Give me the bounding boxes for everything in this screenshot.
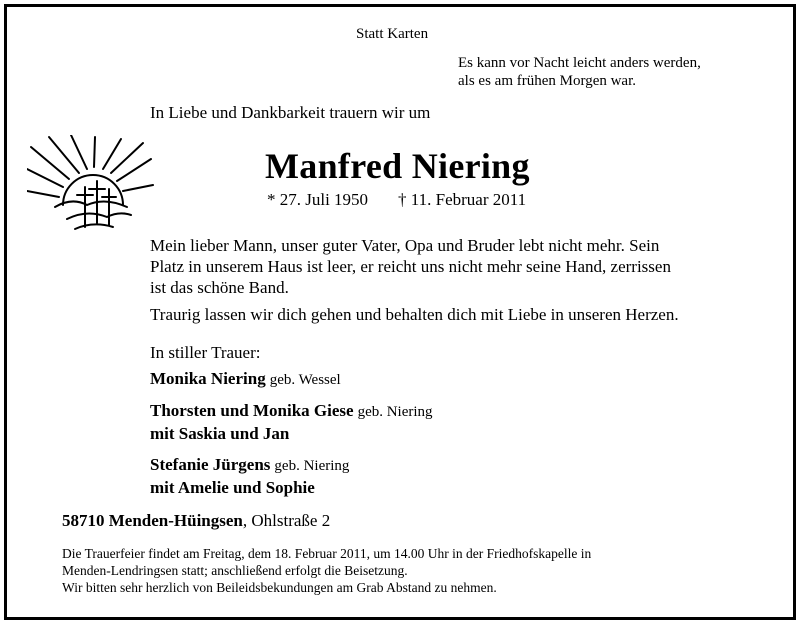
mourner-1-geb: geb. Wessel [269, 372, 341, 388]
footer-line-2: Menden-Lendringsen statt; anschließend erfolgt die Beisetzung. [62, 563, 408, 578]
intro-text: In Liebe und Dankbarkeit trauern wir um [150, 103, 431, 122]
death-date: † 11. Februar 2011 [398, 190, 527, 209]
mourners-heading: In stiller Trauer: [150, 343, 261, 362]
footer-line-1: Die Trauerfeier findet am Freitag, dem 18. Februar 2011, um 14.00 Uhr in der Friedhofskapelle in [62, 546, 592, 561]
statt-karten: Statt Karten [356, 26, 429, 42]
birth-date: * 27. Juli 1950 [267, 190, 369, 209]
mourner-2-name: Thorsten und Monika Giese [150, 401, 354, 420]
motto-line-2: als es am frühen Morgen war. [458, 73, 637, 89]
mourner-1-name: Monika Niering [150, 369, 266, 388]
mourner-3-with: mit Amelie und Sophie [150, 478, 315, 497]
address [62, 511, 330, 531]
text-line-1: Mein lieber Mann, unser guter Vater, Opa und Bruder lebt nicht mehr. Sein [150, 236, 660, 255]
sunrise-crosses-icon [27, 135, 157, 240]
text-line-2: Platz in unserem Haus ist leer, er reicht uns nicht mehr seine Hand, zerrissen [150, 257, 671, 276]
footer-line-3: Wir bitten sehr herzlich von Beileidsbekundungen am Grab Abstand zu nehmen. [62, 580, 497, 595]
text-line-4: Traurig lassen wir dich gehen und behalten dich mit Liebe in unseren Herzen. [150, 305, 679, 324]
mourner-2-with: mit Saskia und Jan [150, 424, 290, 443]
mourner-1 [150, 369, 341, 389]
motto-line-1: Es kann vor Nacht leicht anders werden, [458, 55, 701, 71]
address-street: , Ohlstraße 2 [242, 511, 331, 530]
mourner-3-name: Stefanie Jürgens [150, 455, 271, 474]
mourner-3-geb: geb. Niering [274, 458, 350, 474]
address-city: 58710 Menden-Hüingsen [62, 511, 243, 530]
text-line-3: ist das schöne Band. [150, 278, 289, 297]
deceased-name: Manfred Niering [265, 146, 530, 186]
obituary-notice [4, 4, 796, 620]
mourner-2-geb: geb. Niering [357, 404, 433, 420]
mourner-3 [150, 455, 349, 475]
mourner-2 [150, 401, 433, 421]
